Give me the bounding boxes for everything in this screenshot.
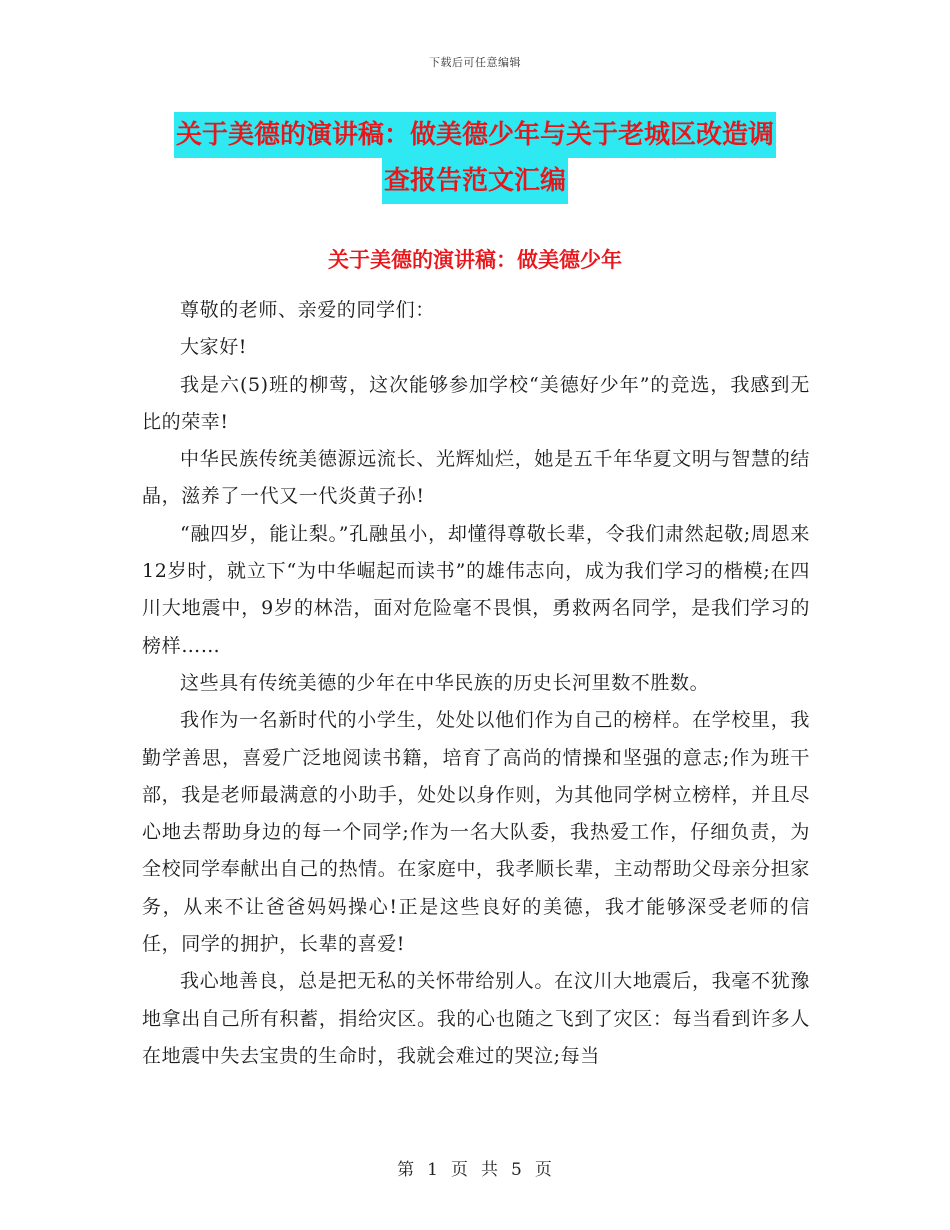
paragraph: 我心地善良，总是把无私的关怀带给别人。在汶川大地震后，我毫不犹豫地拿出自己所有积蓄，捐给灾区。我的心也随之飞到了灾区：每当看到许多人在地震中失去宝贵的生命时，我就会难过的哭泣;每当 <box>142 970 810 1067</box>
footer-total-label: 共 <box>481 1160 499 1180</box>
paragraph: “融四岁，能让梨。”孔融虽小，却懂得尊敬长辈，令我们肃然起敬;周恩来12岁时，就立下“为中华崛起而读书”的雄伟志向，成为我们学习的楷模;在四川大地震中，9岁的林浩，面对危险毫不畏惧，勇救两名同学，是我们学习的榜样…… <box>142 522 810 657</box>
header-note: 下载后可任意编辑 <box>429 56 521 69</box>
footer-page-label: 页 <box>451 1160 469 1180</box>
footer-page-number: 1 <box>427 1160 439 1180</box>
section-title: 关于美德的演讲稿：做美德少年 <box>328 248 622 272</box>
footer-prefix: 第 <box>397 1160 416 1180</box>
paragraph: 中华民族传统美德源远流长、光辉灿烂，她是五千年华夏文明与智慧的结晶，滋养了一代又一代炎黄子孙! <box>142 448 810 508</box>
paragraph: 我是六(5)班的柳莺，这次能够参加学校“美德好少年”的竞选，我感到无比的荣幸! <box>142 373 810 433</box>
body-text <box>142 292 810 1075</box>
document-title <box>0 112 950 204</box>
paragraph: 这些具有传统美德的少年在中华民族的历史长河里数不胜数。 <box>180 671 710 694</box>
paragraph: 尊敬的老师、亲爱的同学们： <box>180 299 435 321</box>
paragraph: 我作为一名新时代的小学生，处处以他们作为自己的榜样。在学校里，我勤学善思，喜爱广泛地阅读书籍，培育了高尚的情操和坚强的意志;作为班干部，我是老师最满意的小助手，处处以身作则，为其他同学树立榜样，并且尽心地去帮助身边的每一个同学;作为一名大队委，我热爱工作，仔细负责，为全校同学奉献出自己的热情。在家庭中，我孝顺长辈，主动帮助父母亲分担家务，从来不让爸爸妈妈操心!正是这些良好的美德，我才能够深受老师的信任，同学的拥护，长辈的喜爱! <box>142 709 810 956</box>
footer-total-pages: 5 <box>511 1160 523 1180</box>
page-footer <box>0 1155 950 1180</box>
paragraph: 大家好! <box>180 336 248 359</box>
footer-suffix: 页 <box>534 1160 553 1180</box>
title-line-1: 关于美德的演讲稿：做美德少年与关于老城区改造调 <box>174 112 776 158</box>
title-line-2: 查报告范文汇编 <box>382 158 568 204</box>
